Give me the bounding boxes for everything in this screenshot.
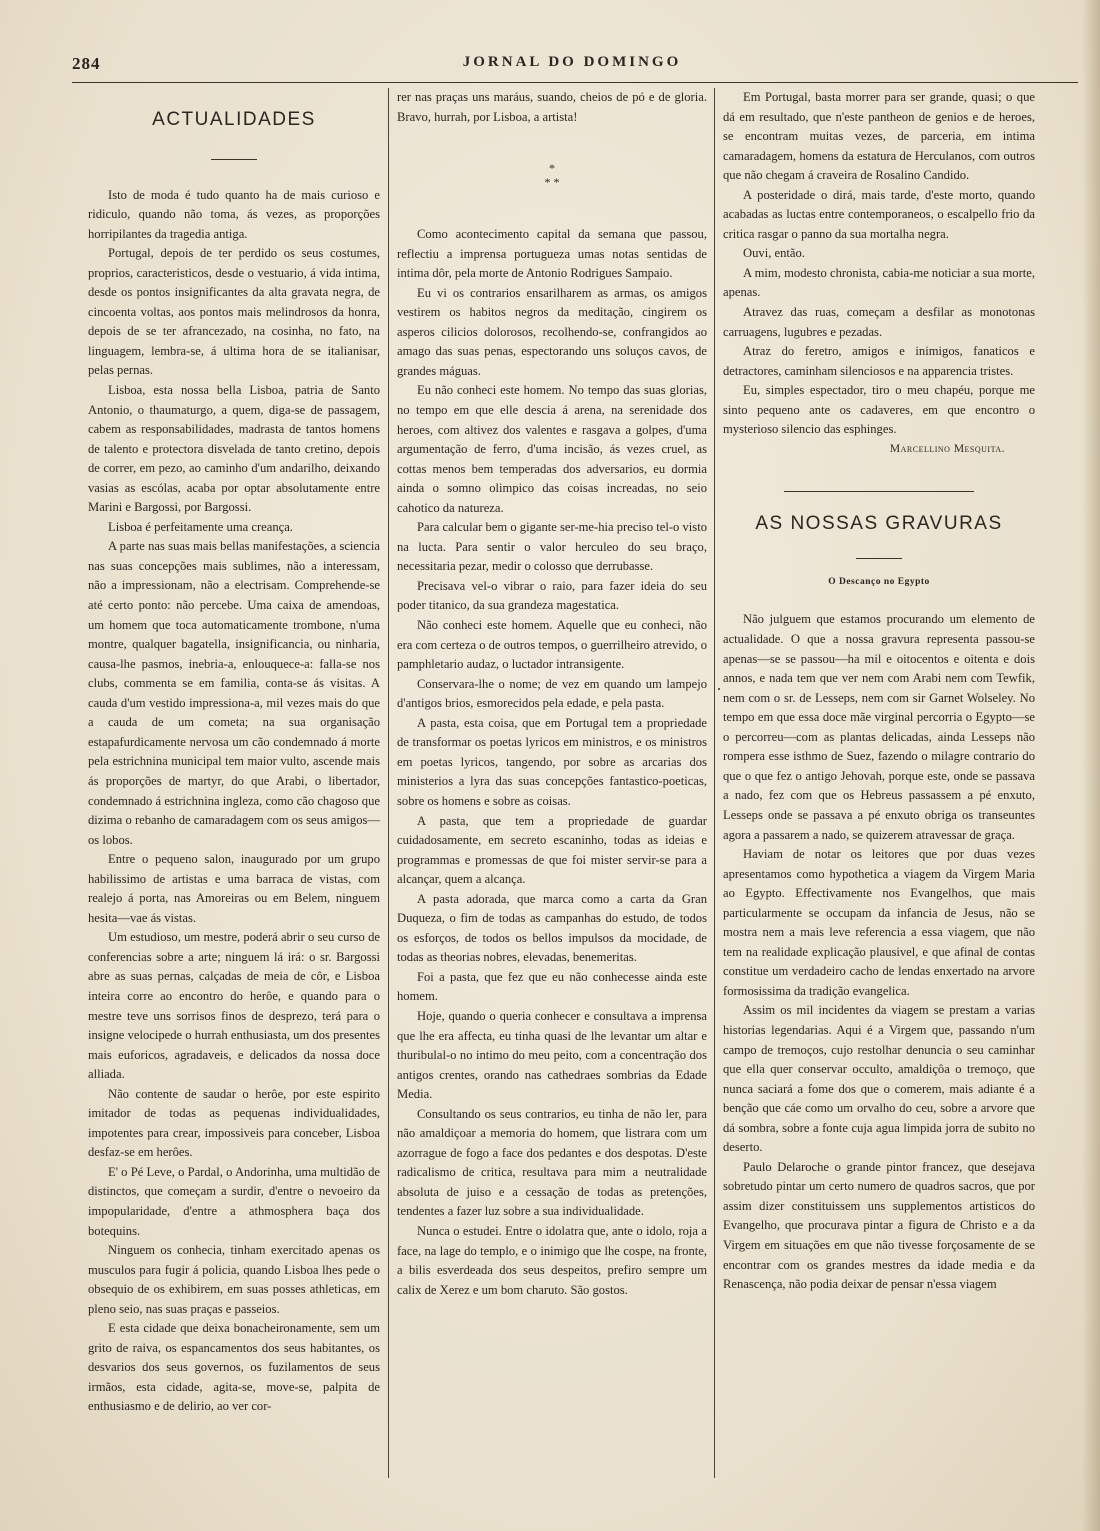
header-rule — [72, 82, 1078, 83]
paragraph: Lisboa é perfeitamente uma creança. — [108, 519, 293, 534]
paragraph: E esta cidade que deixa bonacheironamente, sem um grito de raiva, os espancamentos dos seus habitantes, os desvarios dos seus governos, os fuzilamentos de seus irmãos, esta cidade, agita-se, move-se, palpita de enthusiasmo e de delirio, ao ver cor- — [88, 1321, 380, 1414]
paragraph: Eu não conheci este homem. No tempo das suas glorias, no tempo em que elle descia á arena, na serenidade dos heroes, com altivez dos valentes e rasgava a golpes, d'uma argumentação de ferro, d'uma incisão, ás vezes cruel, as cottas menos bem temperadas dos adversarios, eu dormia ainda o somno olimpico das coisas increadas, no seio cahotico da natureza. — [397, 383, 707, 515]
paragraph: Ninguem os conhecia, tinham exercitado apenas os musculos para fugir á policia, quando Lisboa lhes pede o obsequio de os exhibirem, em suas posses athleticas, em pleno seio, nas suas praças e passeios. — [88, 1243, 380, 1316]
paragraph: Assim os mil incidentes da viagem se prestam a varias historias legendarias. Aqui é a Virgem que, passando n'um campo de tremoços, cujo restolhar denuncia o seu caminhar que ella quer conservar occulto, amaldiçôa o tremoço, que nunca saciará a fome dos que o comerem, mais adiante é a benção que cáe como um orvalho do ceu, sobre a arvore que dá sombra, sobre a fonte cuja agua limpida jorra de subito no deserto. — [723, 1003, 1035, 1155]
paragraph: Atraz do feretro, amigos e inimigos, fanaticos e detractores, caminham silenciosos e na apparencia tristes. — [723, 344, 1035, 378]
paragraph: Hoje, quando o queria conhecer e consultava a imprensa que lhe era affecta, eu tinha quasi de lhe levantar um altar e thuribulal-o no intimo do meu peito, com a concentração dos antigos crentes, orando nas cathedraes sombrias da Edade Media. — [397, 1008, 707, 1102]
paragraph: Como acontecimento capital da semana que passou, reflectiu a imprensa portugueza umas notas sentidas de intima dôr, pela morte de Antonio Rodrigues Sampaio. — [397, 227, 707, 281]
paragraph: Foi a pasta, que fez que eu não conhecesse ainda este homem. — [397, 969, 707, 1004]
paragraph: Paulo Delaroche o grande pintor francez, que desejava sobretudo pintar um certo numero de quadros sacros, que por assim dizer constituissem uns supplementos artisticos do Evangelho, que procurava pintar a figura de Christo e a da Virgem em situações em que não tivesse forçosamente de se encontrar com os grandes mestres da idade media e da Renascença, não podia deixar de pensar n'essa viagem — [723, 1159, 1035, 1292]
paragraph: A mim, modesto chronista, cabia-me noticiar a sua morte, apenas. — [723, 265, 1035, 300]
paragraph: Não contente de saudar o herôe, por este espirito imitador de todas as pequenas individualidades, impotentes para crear, impossiveis para conceber, Lisboa desfaz-se em herôes. — [88, 1086, 380, 1160]
paragraph: A pasta adorada, que marca como a carta da Gran Duqueza, o fim de todas as campanhas do estudo, de todos os esforços, de todos os bellos impulsos da mocidade, de todas as theorias nobres, elevadas, benemeritas. — [397, 891, 707, 965]
paragraph: Para calcular bem o gigante ser-me-hia preciso tel-o visto na lucta. Para sentir o valor herculeo do seu braço, necessitaria pezar, medir o colosso que derrubasse. — [397, 520, 707, 574]
paragraph: Atravez das ruas, começam a desfilar as monotonas carruagens, lugubres e pezadas. — [723, 305, 1035, 339]
column-divider — [388, 88, 389, 1478]
journal-title: JORNAL DO DOMINGO — [462, 54, 682, 70]
paragraph: Conservara-lhe o nome; de vez em quando um lampejo d'antigos brios, esmorecidos pela edade, e pela pasta. — [397, 676, 707, 711]
paragraph: A pasta, que tem a propriedade de guardar cuidadosamente, em secreto escaninho, todas as ideias e programmas e promessas de que foi mister servir-se para a alcançar, quem a alcança. — [397, 813, 707, 887]
paragraph: Entre o pequeno salon, inaugurado por um grupo habilissimo de artistas e uma barraca de vistas, com realejo á porta, nas Amoreiras ou em Belem, ninguem hesita—vae ás vistas. — [88, 852, 380, 925]
paragraph: Lisboa, esta nossa bella Lisboa, patria de Santo Antonio, o thaumaturgo, a quem, diga-se de passagem, cabem as responsabilidades, madrasta de tantos homens de talento e protectora disvelada de tanto cretino, depois de correr, em pezo, ao caminho d'um andarilho, deixando vasias as escólas, acaba por optar absolutamente entre Marini e Bargossi, por Bargossi. — [88, 383, 380, 515]
paragraph: Precisava vel-o vibrar o raio, para fazer ideia do seu poder titanico, da sua grandeza magestatica. — [397, 578, 707, 613]
column-divider — [714, 88, 715, 1478]
paragraph: A parte nas suas mais bellas manifestações, a sciencia nas suas concepções mais sublimes, não a interessam, não a impressionam, não a electrisam. Comprehende-se até certo ponto: não percebe. Uma caixa de amendoas, um homem que toca automaticamente trombone, n'uma montre, qualquer bagatella, insignificancia, ou ninharia, causa-lhe pasmos, inebria-a, enlouquece-a: falla-se nos clubs, commenta se em familia, conta-se ás visitas. A cauda d'um vestido impressiona-a, mil vezes mais do que a cauda de um cometa; na sua organisação estapafurdicamente nervosa um cão condemnado á morte pela estrichnina municipal tem maior vulto, ascende mais ás proporções de martyr, do que Arabi, o libertador, condemnado á estrichnina ingleza, como cão chagoso que dizima o rebanho de camaradagem com os seus amigos—os lobos. — [88, 539, 380, 847]
column-3 — [723, 88, 1035, 1295]
column-2 — [397, 88, 707, 1300]
paragraph: Em Portugal, basta morrer para ser grande, quasi; o que dá em resultado, que n'este pantheon de genios e de heroes, se encontram muitas vezes, de parceria, em intima camaradagem, homens da estatura de Herculanos, com outros que não chegam á craveira de Rosalino Candido. — [723, 90, 1035, 183]
page-number: 284 — [72, 54, 101, 73]
article-subhead: O Descanço no Egypto — [828, 576, 930, 587]
paragraph: A pasta, esta coisa, que em Portugal tem a propriedade de transformar os poetas lyricos em ministros, e os ministros em poetas lyricos, tangendo, por sobre as arcarias dos ministerios a lyra das suas concepções fantastico-poeticas, sobre os homens e sobre as coisas. — [397, 715, 707, 808]
column-1 — [88, 88, 380, 1417]
paragraph: Eu vi os contrarios ensarilharem as armas, os amigos vestirem os habitos negros da meditação, cingirem os asperos cilicios dolorosos, recolhendo-se, confrangidos ao amago das suas penas, espectorando uns soluços cavos, de grandes máguas. — [397, 285, 707, 378]
asterism: * * — [544, 175, 560, 190]
paragraph: Não conheci este homem. Aquelle que eu conheci, não era com certeza o de outros tempos, o guerrilheiro atrevido, o pamphletario audaz, o luctador intransigente. — [397, 618, 707, 672]
paragraph: Portugal, depois de ter perdido os seus costumes, proprios, caracteristicos, desde o vestuario, á vida intima, desde os pontos insignificantes da alta gravata negra, de cincoenta voltas, aos pontos mais melindrosos da honra, depois de se ter afrancezado, na cosinha, no fato, na linguagem, lembra-se, á ultima hora de se italianisar, pelas pernas. — [88, 246, 380, 378]
section-title-gravuras: AS NOSSAS GRAVURAS — [755, 513, 1003, 535]
paragraph: Não julguem que estamos procurando um elemento de actualidade. O que a nossa gravura representa passou-se apenas—se se passou—ha mil e oitocentos e oitenta e dois annos, e nada tem que ver nem com Arabi nem com Tewfik, nem com o sr. de Lesseps, nem com sir Garnet Wolseley. No tempo em que essa doce mãe virginal percorria o Egypto—se o percorreu—com as plantas delicadas, ainda Lesseps não rompera esse isthmo de Suez, fazendo o milagre contrario do que o que fez o antigo Jehovah, porque este, onde se passava a nado, fez com que os Hebreus passassem a pé enxuto, Lesseps onde se passava a pé enxuto obriga os transeuntes agora a passarem a nado, se quizerem atravessar de graça. — [723, 612, 1035, 842]
paragraph: rer nas praças uns maráus, suando, cheios de pó e de gloria. Bravo, hurrah, por Lisboa, a artista! — [397, 90, 707, 124]
paragraph: Ouvi, então. — [743, 246, 805, 261]
author-signature: Marcellino Mesquita. — [889, 442, 1005, 455]
section-title-actualidades: ACTUALIDADES — [152, 109, 316, 130]
stray-mark — [718, 688, 720, 690]
paragraph: Consultando os seus contrarios, eu tinha de não ler, para não amaldiçoar a memoria do homem, que listrara com um azorrague de fogo a face dos pedantes e dos despotas. D'este radicalismo de critica, resultava para mim a neutralidade absoluta de juiso e a cessação de todas as pretenções, tendentes a fazer luz sobre a sua individualidade. — [397, 1106, 707, 1219]
paragraph: Isto de moda é tudo quanto ha de mais curioso e ridiculo, quando não toma, ás vezes, as proporções horripilantes da tragedia antiga. — [88, 187, 380, 241]
binding-shadow — [1082, 0, 1100, 1531]
page-header — [72, 54, 1072, 78]
paragraph: Haviam de notar os leitores que por duas vezes apresentamos como hypothetica a viagem da Virgem Maria ao Egypto. Effectivamente nos Evangelhos, que mais particularmente se occupam da infancia de Jesus, não se mostra nem a mais leve referencia a essa viagem, que não tem na realidade explicação plausivel, e que afinal de contas constitue um verdadeiro cacho de lendas enxertado na arvore formosissima da tradição evangelica. — [723, 847, 1035, 998]
asterism: * — [549, 161, 555, 176]
paragraph: A posteridade o dirá, mais tarde, d'este morto, quando acabadas as luctas entre contemporaneos, o escalpello frio da critica rasgar o panno da sua mortalha negra. — [723, 187, 1035, 241]
paragraph: Nunca o estudei. Entre o idolatra que, ante o idolo, roja a face, na lage do templo, e o inimigo que lhe cospe, na fronte, a bilis esverdeada dos seus despeitos, prefiro sempre um calix de Xerez e um bom charuto. São gostos. — [397, 1223, 707, 1297]
paragraph: Um estudioso, um mestre, poderá abrir o seu curso de conferencias sobre a arte; ninguem lá irá: o sr. Bargossi abre as suas pernas, calçadas de meia de côr, e Lisboa inteira corre ao encontro do herôe, e quando para o mestre teve uns sorrisos finos de desprezo, terá para o insigne velocipede o hurrah enthusiasta, um dos presentes mais euforicos, agradaveis, e delicados da nossa doce alliada. — [88, 930, 380, 1082]
paragraph: E' o Pé Leve, o Pardal, o Andorinha, uma multidão de distinctos, que começam a surdir, d'entre o nevoeiro da impopularidade, d'entre a athmosphera baça dos botequins. — [88, 1164, 380, 1238]
paragraph: Eu, simples espectador, tiro o meu chapéu, porque me sinto pequeno ante os cadaveres, em que encontro o mysterioso silencio das esphinges. — [723, 383, 1035, 437]
